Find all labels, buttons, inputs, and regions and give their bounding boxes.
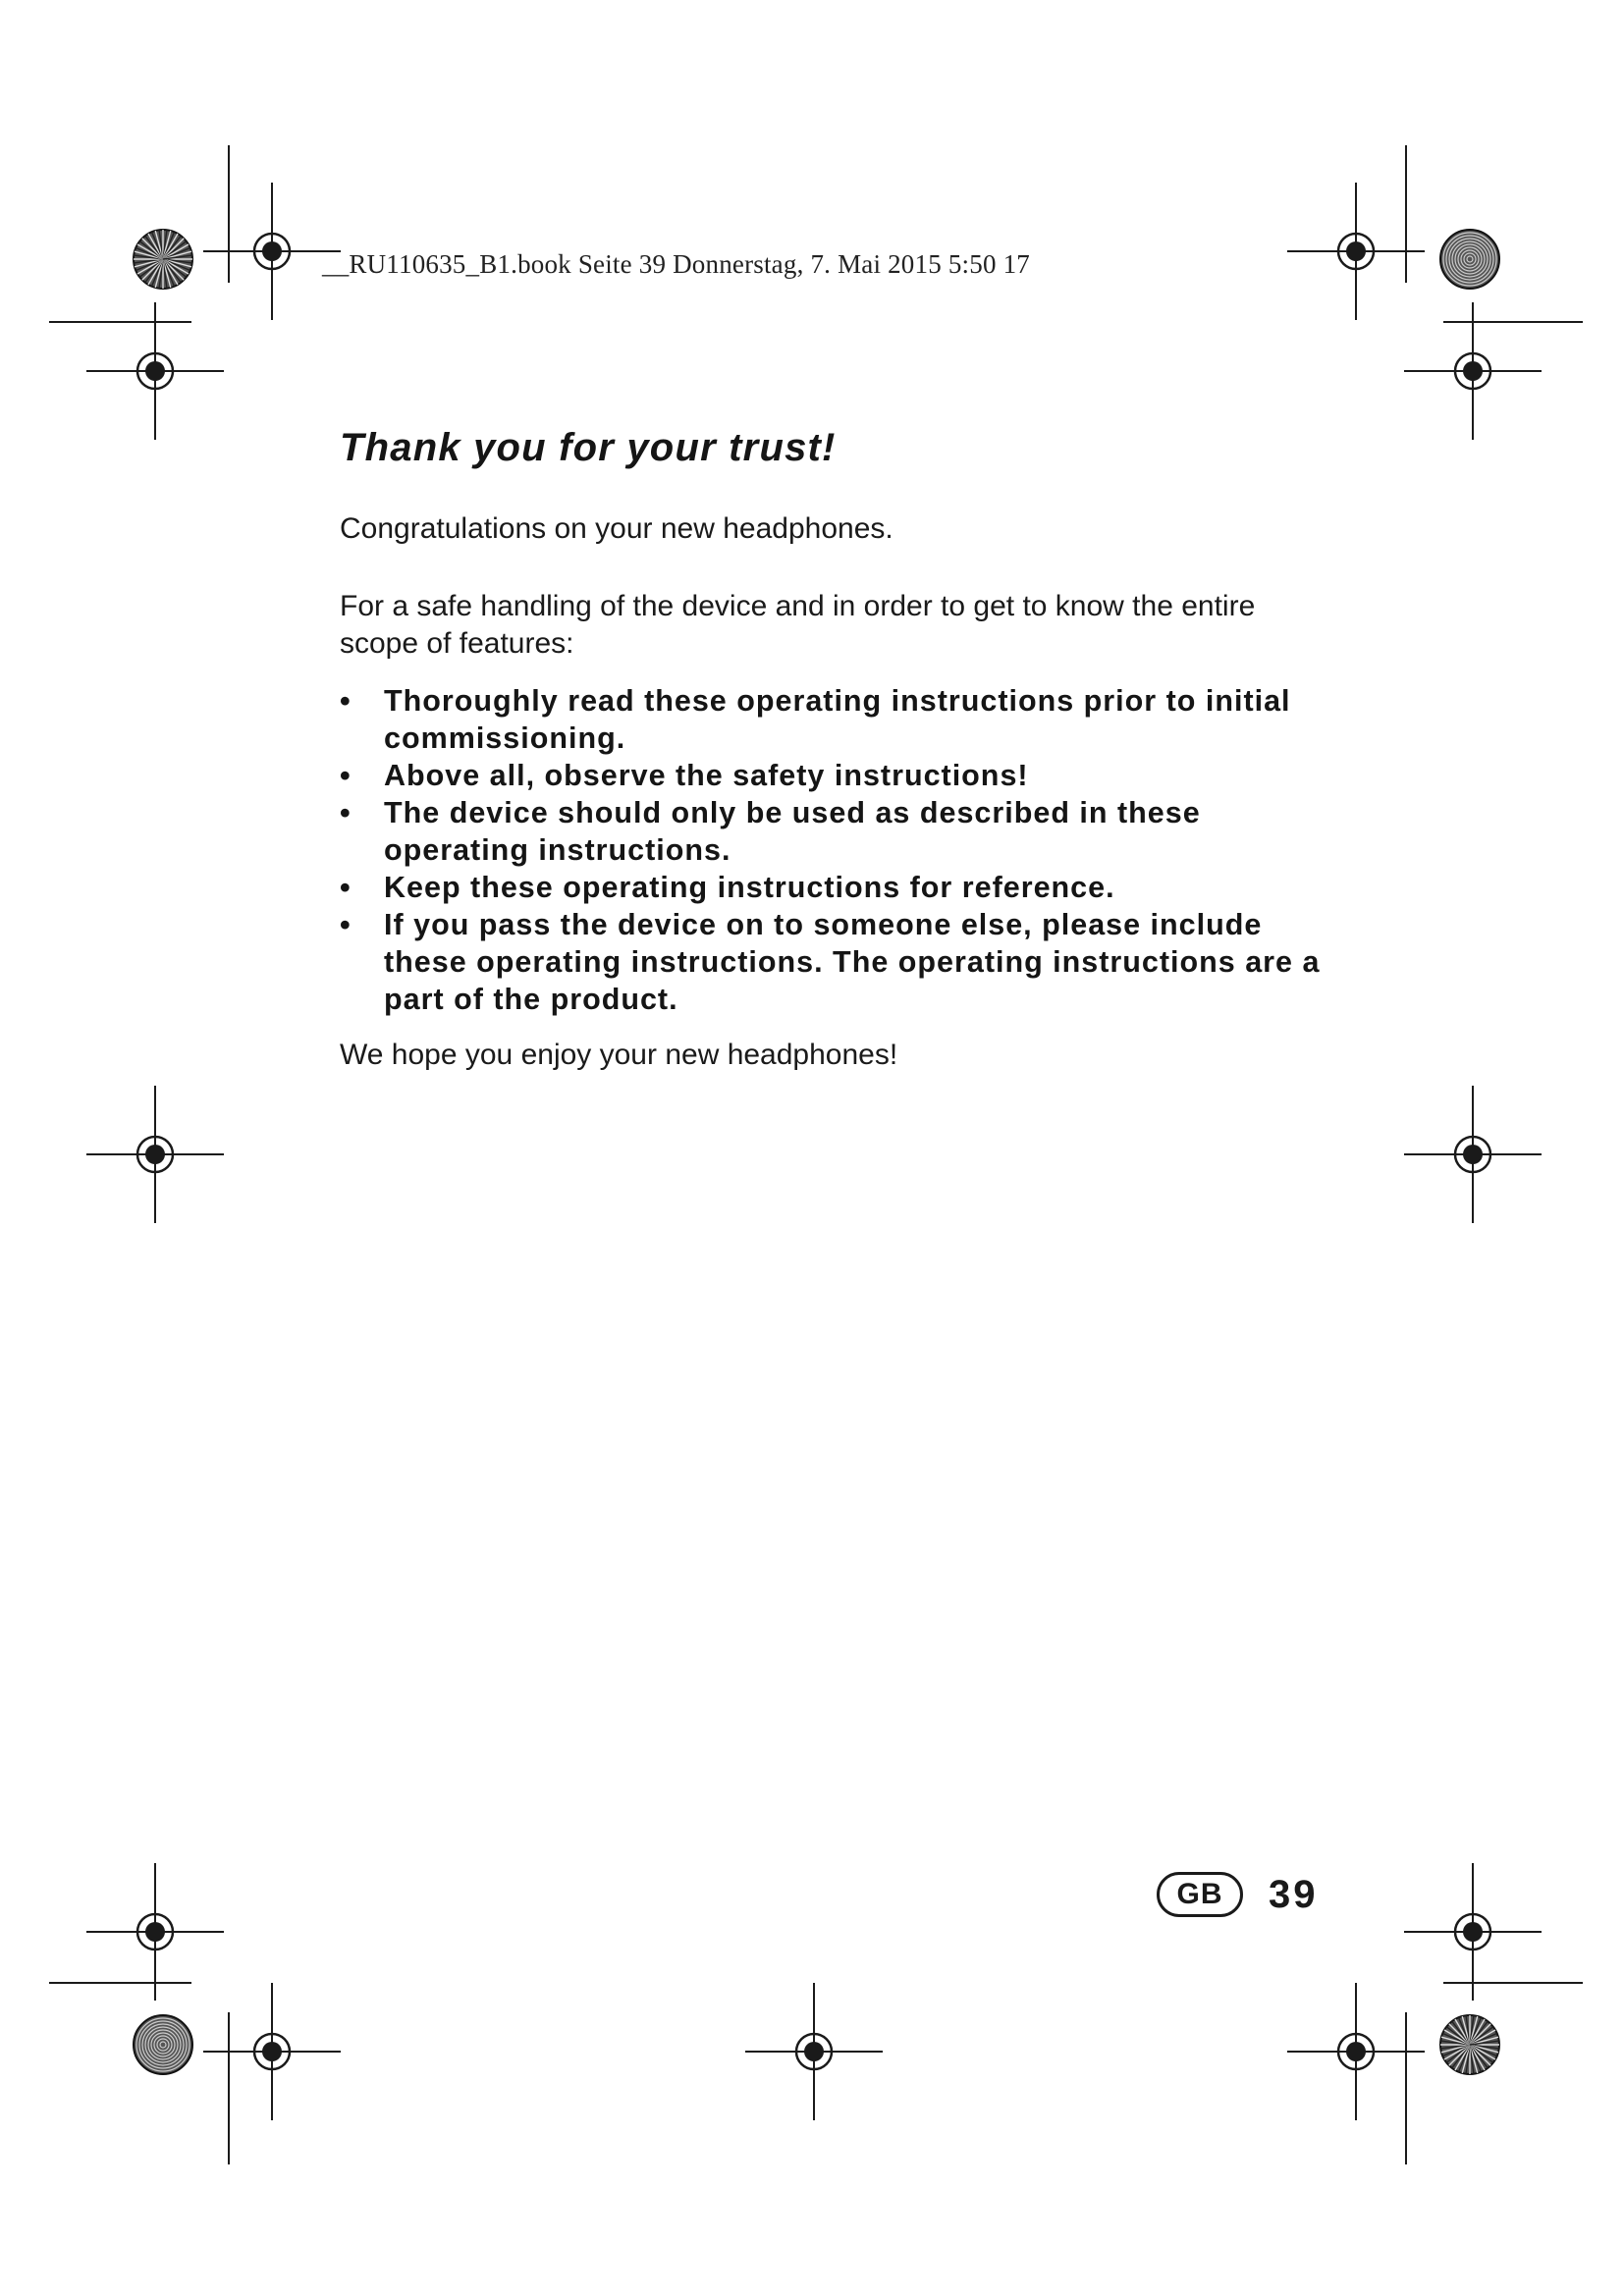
- country-badge: GB: [1157, 1872, 1243, 1917]
- page-content: [340, 420, 1322, 1074]
- bullet-icon: •: [340, 759, 352, 792]
- print-header: __RU110635_B1.book Seite 39 Donnerstag, 7. Mai 2015 5:50 17: [322, 249, 1031, 279]
- color-target-top-right: [1440, 230, 1499, 289]
- color-target-bottom-right: [1440, 2015, 1499, 2074]
- lead-paragraph: For a safe handling of the device and in order to get to know the entire scope of features:: [340, 590, 1256, 660]
- intro-paragraph: Congratulations on your new headphones.: [340, 512, 893, 545]
- bullet-icon: •: [340, 908, 352, 941]
- list-item: • Keep these operating instructions for reference.: [340, 871, 1115, 904]
- bullet-icon: •: [340, 871, 352, 904]
- page-number: 39: [1269, 1872, 1319, 1916]
- bullet-icon: •: [340, 684, 352, 718]
- closing-paragraph: We hope you enjoy your new headphones!: [340, 1039, 898, 1071]
- instruction-list: [340, 682, 1322, 1018]
- list-item: • If you pass the device on to someone else, please include these operating instructions. The operating instructions are a part of the product.: [340, 908, 1321, 1016]
- color-target-bottom-left: [134, 2015, 192, 2074]
- list-item: • The device should only be used as described in these operating instructions.: [340, 796, 1201, 867]
- page-footer: [1157, 1872, 1319, 1917]
- color-target-top-left: [134, 230, 192, 289]
- list-item: • Above all, observe the safety instructions!: [340, 759, 1029, 792]
- list-item: • Thoroughly read these operating instructions prior to initial commissioning.: [340, 684, 1291, 755]
- bullet-icon: •: [340, 796, 352, 829]
- page-title: Thank you for your trust!: [340, 426, 837, 469]
